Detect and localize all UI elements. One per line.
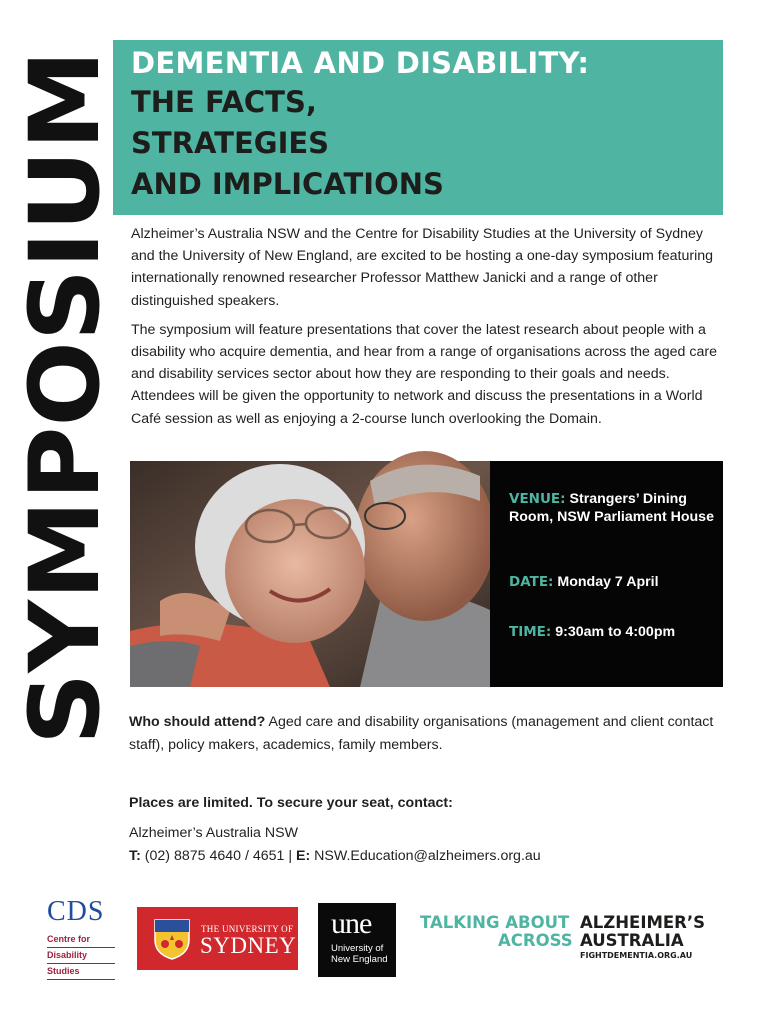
- sydney-crest-icon: [153, 918, 191, 960]
- contact-org: Alzheimer’s Australia NSW: [129, 825, 298, 841]
- date-label: DATE:: [509, 574, 554, 590]
- header-banner: [113, 40, 723, 215]
- venue-detail: [509, 490, 719, 526]
- cds-logo: [47, 898, 122, 978]
- aa-alzheimers: ALZHEIMER’S: [580, 913, 706, 932]
- contact-line: [129, 845, 729, 868]
- une-line-2: New England: [331, 954, 388, 965]
- title-line-3: STRATEGIES: [131, 126, 330, 160]
- une-logo: [318, 903, 396, 977]
- une-line-1: University of: [331, 943, 384, 954]
- une-title: une: [331, 907, 372, 940]
- phone-label: T:: [129, 848, 141, 864]
- attendance-info: [129, 711, 729, 757]
- aa-across: ACROSS: [498, 931, 573, 950]
- intro-text: [131, 223, 726, 437]
- une-subtitle: [331, 943, 388, 965]
- sydney-big: SYDNEY: [200, 933, 297, 958]
- aa-website: FIGHTDEMENTIA.ORG.AU: [580, 951, 693, 960]
- aa-talking: TALKING ABOUT: [420, 913, 570, 932]
- time-detail: [509, 623, 719, 641]
- cds-line-3: Studies: [47, 964, 115, 980]
- cds-title: CDS: [47, 896, 105, 927]
- aa-australia: AUSTRALIA: [580, 931, 684, 950]
- side-title-text: SYMPOSIUM: [9, 80, 121, 745]
- phone-number[interactable]: (02) 8875 4640 / 4651: [144, 848, 285, 864]
- date-value: Monday 7 April: [557, 574, 659, 590]
- event-details: [490, 461, 723, 687]
- cds-line-2: Disability: [47, 948, 115, 964]
- title-line-1: DEMENTIA AND DISABILITY:: [131, 46, 590, 80]
- intro-paragraph-2: The symposium will feature presentations that cover the latest research about people with a disability who acquire dementia, and hear from a range of organisations across the aged care and disability services sector about how they are responding to their goals and needs. Attendees will be given the opportunity to network and discuss the presentations in a World Café session as well as enjoying a 2-course lunch overlooking the Domain.: [131, 321, 717, 427]
- university-of-sydney-logo: [137, 907, 298, 970]
- attend-text: Aged care and disability organisations (management and client contact staff), policy makers, academics, family members.: [129, 714, 714, 753]
- venue-label: VENUE:: [509, 491, 566, 507]
- cds-line-1: Centre for: [47, 932, 115, 948]
- alzheimers-australia-logo: [420, 913, 720, 965]
- sydney-small: THE UNIVERSITY OF: [201, 924, 294, 934]
- email-address[interactable]: NSW.Education@alzheimers.org.au: [314, 848, 541, 864]
- places-notice: Places are limited. To secure your seat, contact:: [129, 795, 453, 811]
- title-line-4: AND IMPLICATIONS: [131, 167, 444, 201]
- date-detail: [509, 573, 719, 591]
- title-lines: [131, 82, 444, 205]
- contact-info: [129, 822, 729, 868]
- intro-paragraph-1: Alzheimer’s Australia NSW and the Centre for Disability Studies at the University of Sydney and the University of New England, are excited to be hosting a one-day symposium featuring internationally renowned researcher Professor Matthew Janicki and a range of other distinguished speakers.: [131, 226, 714, 309]
- time-label: TIME:: [509, 624, 552, 640]
- contact-separator: |: [288, 848, 293, 864]
- time-value: 9:30am to 4:00pm: [555, 624, 676, 640]
- venue-value: Strangers’ Dining Room, NSW Parliament House: [509, 491, 714, 525]
- email-label: E:: [296, 848, 311, 864]
- cds-subtitle: [47, 932, 122, 980]
- side-title: [9, 40, 121, 750]
- couple-photo: [130, 461, 492, 687]
- title-line-2: THE FACTS,: [131, 85, 317, 119]
- attend-label: Who should attend?: [129, 714, 266, 730]
